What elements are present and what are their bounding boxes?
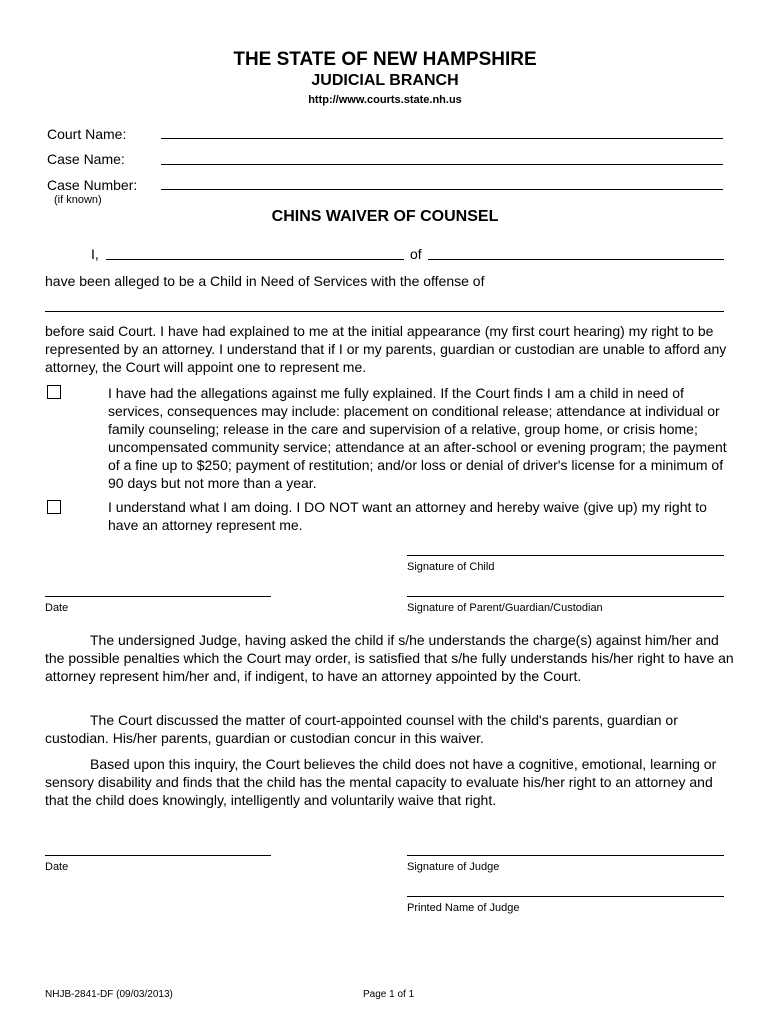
child-signature-label: Signature of Child <box>407 561 495 573</box>
judge-date-field[interactable] <box>45 855 271 856</box>
case-number-field[interactable] <box>161 189 723 190</box>
of-label: of <box>410 246 422 262</box>
waive-checkbox[interactable] <box>47 500 61 514</box>
child-date-label: Date <box>45 602 69 614</box>
allegations-checkbox[interactable] <box>47 385 61 399</box>
judge-printed-name-field[interactable] <box>407 896 724 897</box>
child-name-field[interactable] <box>106 259 404 260</box>
form-title: CHINS WAIVER OF COUNSEL <box>271 208 499 225</box>
parent-signature-field[interactable] <box>407 596 724 597</box>
page-number: Page 1 of 1 <box>363 989 415 1000</box>
branch-title: JUDICIAL BRANCH <box>311 72 459 89</box>
judge-paragraph-3: Based upon this inquiry, the Court believes the child does not have a cognitive, emotional, learning or sensory disability and finds that the child has the mental capacity to evaluate his/her right to an attorney and that the child does knowingly, intelligently and voluntarily waive that right. <box>45 756 717 808</box>
case-number-label: Case Number: <box>47 177 138 193</box>
case-name-label: Case Name: <box>47 151 125 167</box>
case-name-field[interactable] <box>161 164 723 165</box>
court-name-label: Court Name: <box>47 126 127 142</box>
form-id: NHJB-2841-DF (09/03/2013) <box>45 989 173 1000</box>
alleged-text: have been alleged to be a Child in Need of Services with the offense of <box>45 273 485 289</box>
court-url: http://www.courts.state.nh.us <box>308 94 462 106</box>
state-title: THE STATE OF NEW HAMPSHIRE <box>233 49 537 70</box>
allegations-text: I have had the allegations against me fully explained. If the Court finds I am a child in need of services, consequences may include: placement on conditional release; attendance at individual or family counseling; release in the care and supervision of a relative, group home, or crisis home; uncompensated community service; attendance at an after-school or evening program; the payment of a fine up to $250; payment of restitution; and/or loss or denial of driver's license for a minimum of 90 days but not more than a year. <box>108 385 727 491</box>
judge-printed-name-label: Printed Name of Judge <box>407 902 520 914</box>
court-name-field[interactable] <box>161 138 723 139</box>
i-label: I, <box>91 246 99 262</box>
waive-text: I understand what I am doing. I DO NOT want an attorney and hereby waive (give up) my right to have an attorney represent me. <box>108 499 707 533</box>
child-address-field[interactable] <box>428 259 724 260</box>
judge-date-label: Date <box>45 861 69 873</box>
child-signature-field[interactable] <box>407 555 724 556</box>
judge-signature-field[interactable] <box>407 855 724 856</box>
parent-signature-label: Signature of Parent/Guardian/Custodian <box>407 602 603 614</box>
judge-signature-label: Signature of Judge <box>407 861 500 873</box>
offense-field[interactable] <box>45 311 724 312</box>
judge-paragraph-1: The undersigned Judge, having asked the child if s/he understands the charge(s) against him/her and the possible penalties which the Court may order, is satisfied that s/he fully understands his/her right to have an attorney represent him/her and, if indigent, to have an attorney appointed by the Court. <box>45 632 734 684</box>
child-date-field[interactable] <box>45 596 271 597</box>
if-known-note: (if known) <box>54 194 102 206</box>
judge-paragraph-2: The Court discussed the matter of court-appointed counsel with the child's parents, guardian or custodian. His/her parents, guardian or custodian concur in this waiver. <box>45 712 678 746</box>
explained-text: before said Court. I have had explained to me at the initial appearance (my first court hearing) my right to be represented by an attorney. I understand that if I or my parents, guardian or custodian are unable to afford any attorney, the Court will appoint one to represent me. <box>45 323 727 375</box>
